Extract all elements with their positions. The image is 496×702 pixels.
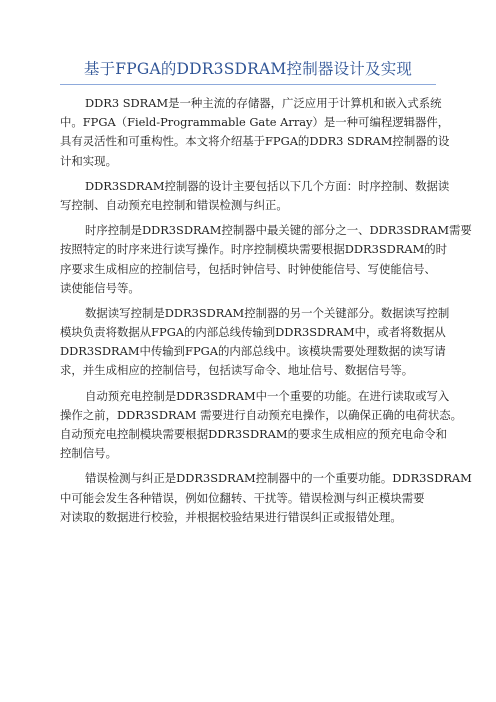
text-line: 控制信号。 bbox=[60, 446, 117, 461]
paragraph-timing-control bbox=[60, 221, 472, 298]
paragraph-overview bbox=[60, 177, 452, 215]
text-line: 计和实现。 bbox=[60, 153, 117, 168]
document-title: 基于FPGA的DDR3SDRAM控制器设计及实现 bbox=[83, 60, 413, 78]
paragraph-intro bbox=[60, 94, 452, 171]
paragraph-error-correction bbox=[60, 469, 472, 527]
text-line: 读使能信号等。 bbox=[60, 280, 140, 295]
text-line: 时序控制是DDR3SDRAM控制器中最关键的部分之一、DDR3SDRAM需要 bbox=[85, 223, 472, 238]
text-line: 数据读写控制是DDR3SDRAM控制器的另一个关键部分。数据读写控制 bbox=[85, 305, 450, 320]
text-line: 中。FPGA（Field-Programmable Gate Array）是一种可编程逻辑器件， bbox=[60, 115, 450, 130]
text-line: 操作之前，DDR3SDRAM 需要进行自动预充电操作，以确保正确的电荷状态。 bbox=[60, 407, 463, 422]
text-line: 模块负责将数据从FPGA的内部总线传输到DDR3SDRAM中，或者将数据从 bbox=[60, 325, 446, 340]
text-line: DDR3 SDRAM是一种主流的存储器，广泛应用于计算机和嵌入式系统 bbox=[85, 96, 442, 110]
text-line: 求，并生成相应的控制信号，包括读写命令、地址信号、数据信号等。 bbox=[60, 363, 414, 378]
text-line: 自动预充电控制是DDR3SDRAM中一个重要的功能。在进行读取或写入 bbox=[85, 388, 450, 403]
title-underline bbox=[60, 84, 436, 85]
text-line: 序要求生成相应的控制信号，包括时钟信号、时钟使能信号、写使能信号、 bbox=[60, 261, 436, 276]
text-line: 写控制、自动预充电控制和错误检测与纠正。 bbox=[60, 197, 288, 212]
document-body bbox=[60, 94, 472, 533]
paragraph-auto-precharge bbox=[60, 387, 463, 464]
text-line: 中可能会发生各种错误，例如位翻转、干扰等。错误检测与纠正模块需要 bbox=[60, 490, 425, 505]
text-line: 对读取的数据进行校验，并根据校验结果进行错误纠正或报错处理。 bbox=[60, 509, 402, 524]
text-line: 自动预充电控制模块需要根据DDR3SDRAM的要求生成相应的预充电命令和 bbox=[60, 427, 448, 441]
paragraph-data-rw-control bbox=[60, 304, 452, 381]
text-line: DDR3SDRAM中传输到FPGA的内部总线中。该模块需要处理数据的读写请 bbox=[60, 344, 446, 359]
text-line: 按照特定的时序来进行读写操作。时序控制模块需要根据DDR3SDRAM的时 bbox=[60, 242, 448, 257]
text-line: 具有灵活性和可重构性。本文将介绍基于FPGA的DDR3 SDRAM控制器的设 bbox=[60, 134, 450, 149]
text-line: DDR3SDRAM控制器的设计主要包括以下几个方面：时序控制、数据读 bbox=[85, 178, 450, 193]
text-line: 错误检测与纠正是DDR3SDRAM控制器中的一个重要功能。DDR3SDRAM bbox=[85, 471, 472, 486]
